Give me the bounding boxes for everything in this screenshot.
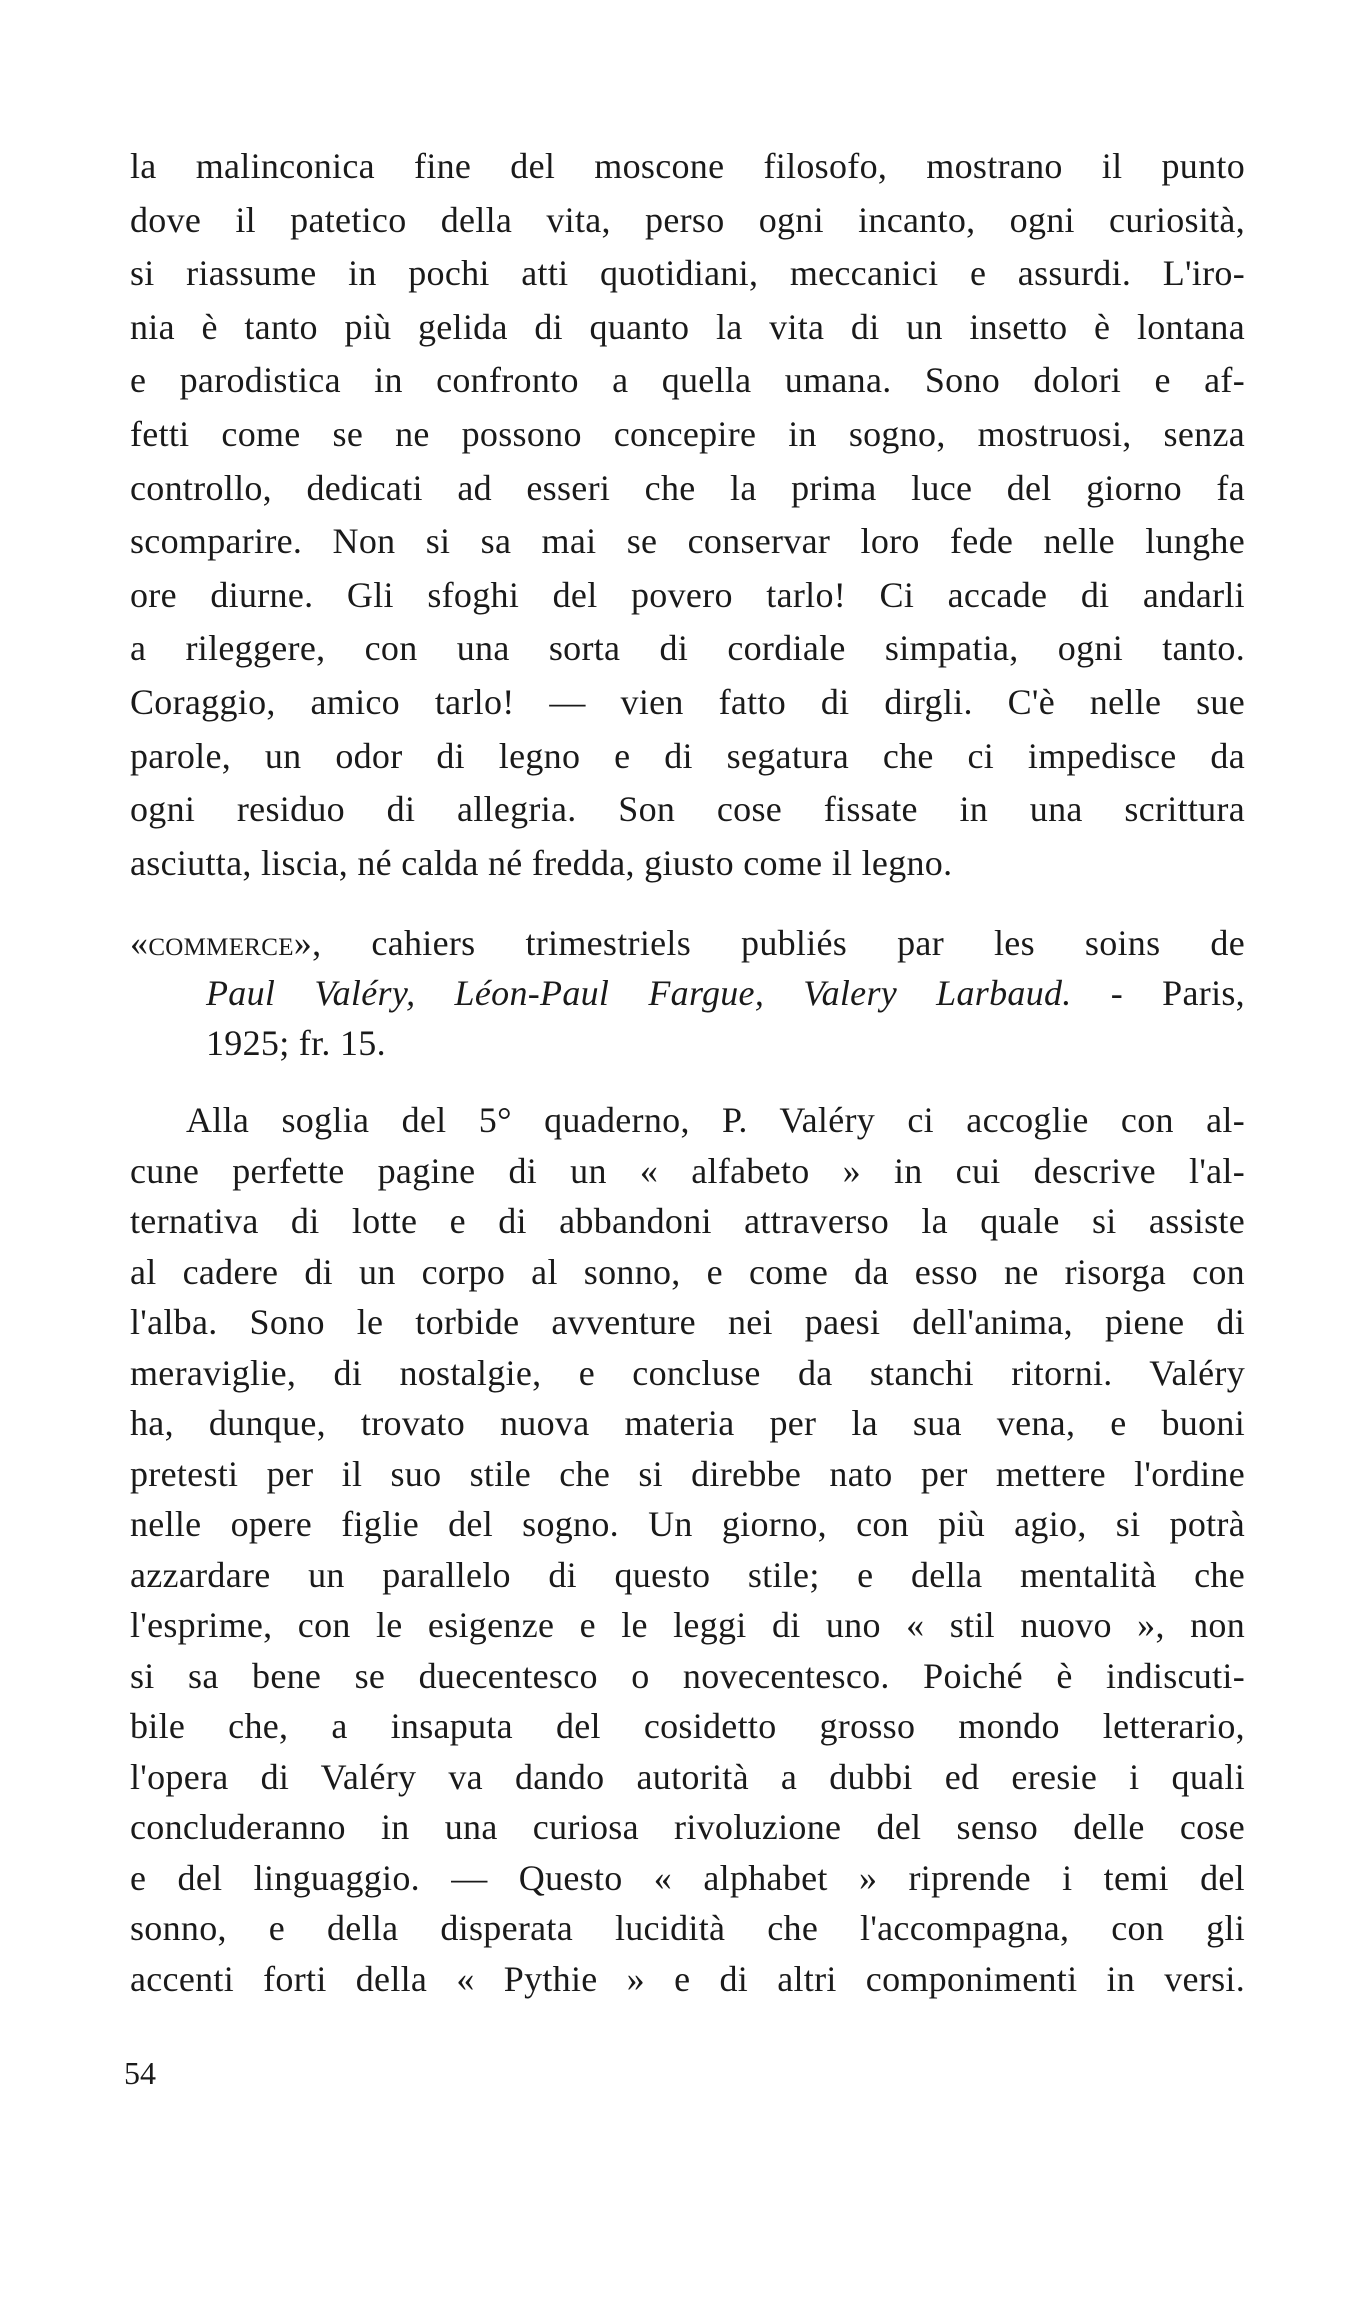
review-heading-line-3: 1925; fr. 15.: [206, 1023, 386, 1063]
body-paragraph-1: [130, 140, 1245, 890]
text-line: si riassume in pochi atti quotidiani, meccanici e assurdi. L'iro-: [130, 253, 1245, 294]
review-heading-line-2: [130, 968, 1245, 1018]
text-line: ore diurne. Gli sfoghi del povero tarlo! Ci accade di andarli: [130, 574, 1245, 615]
text-line: ha, dunque, trovato nuova materia per la sua vena, e buoni: [130, 1403, 1245, 1443]
text-line: si sa bene se duecentesco o novecentesco. Poiché è indiscuti-: [130, 1655, 1245, 1696]
text-line: fetti come se ne possono concepire in sogno, mostruosi, senza: [130, 413, 1245, 454]
journal-title: commerce: [148, 923, 294, 963]
review-heading: [130, 918, 1245, 1068]
text-line: nelle opere figlie del sogno. Un giorno, con più agio, si potrà: [130, 1504, 1245, 1544]
review-heading-line-1: [130, 918, 1245, 968]
text-line: cune perfette pagine di un « alfabeto » in cui descrive l'al-: [130, 1150, 1245, 1191]
text-line: e parodistica in confronto a quella umana. Sono dolori e af-: [130, 360, 1245, 401]
text-line: meraviglie, di nostalgie, e concluse da stanchi ritorni. Valéry: [130, 1352, 1245, 1393]
text-line: concluderanno in una curiosa rivoluzione del senso delle cose: [130, 1807, 1245, 1847]
text-line: parole, un odor di legno e di segatura che ci impedisce da: [130, 735, 1245, 776]
text-line: sonno, e della disperata lucidità che l'accompagna, con gli: [130, 1908, 1245, 1948]
text-line: l'opera di Valéry va dando autorità a dubbi ed eresie i quali: [130, 1756, 1245, 1797]
text-line: dove il patetico della vita, perso ogni incanto, ogni curiosità,: [130, 199, 1245, 240]
editors: Paul Valéry, Léon-Paul Fargue, Valery Larbaud.: [206, 973, 1072, 1013]
text-line: scomparire. Non si sa mai se conservar loro fede nelle lunghe: [130, 521, 1245, 562]
text-line: l'alba. Sono le torbide avventure nei paesi dell'anima, piene di: [130, 1302, 1245, 1342]
text-line: ternativa di lotte e di abbandoni attraverso la quale si assiste: [130, 1201, 1245, 1241]
text-line: accenti forti della « Pythie » e di altri componimenti in versi.: [130, 1958, 1245, 1999]
text-line: ogni residuo di allegria. Son cose fissate in una scrittura: [130, 789, 1245, 830]
open-quote: «: [130, 923, 149, 963]
text-line: Coraggio, amico tarlo! — vien fatto di dirgli. C'è nelle sue: [130, 681, 1245, 722]
text-line: bile che, a insaputa del cosidetto grosso mondo letterario,: [130, 1706, 1245, 1746]
close-quote: »,: [293, 923, 322, 963]
text-line: controllo, dedicati ad esseri che la prima luce del giorno fa: [130, 467, 1245, 508]
text-line: asciutta, liscia, né calda né fredda, giusto come il legno.: [130, 842, 953, 883]
text-line: l'esprime, con le esigenze e le leggi di uno « stil nuovo », non: [130, 1605, 1245, 1645]
text-line: al cadere di un corpo al sonno, e come da esso ne risorga con: [130, 1251, 1245, 1292]
page-number: 54: [124, 2055, 156, 2091]
text-line: e del linguaggio. — Questo « alphabet » riprende i temi del: [130, 1857, 1245, 1898]
text-line: la malinconica fine del moscone filosofo, mostrano il punto: [130, 146, 1245, 186]
publication-note: cahiers trimestriels publiés par les soins de: [321, 923, 1245, 963]
body-paragraph-2: [130, 1095, 1245, 2004]
text-line: azzardare un parallelo di questo stile; e della mentalità che: [130, 1554, 1245, 1595]
text-line: nia è tanto più gelida di quanto la vita di un insetto è lontana: [130, 306, 1245, 347]
text-line: Alla soglia del 5° quaderno, P. Valéry ci accoglie con al-: [186, 1100, 1245, 1140]
text-line: a rileggere, con una sorta di cordiale simpatia, ogni tanto.: [130, 628, 1245, 669]
publication-place: - Paris,: [1071, 973, 1245, 1013]
text-line: pretesti per il suo stile che si direbbe nato per mettere l'ordine: [130, 1453, 1245, 1494]
